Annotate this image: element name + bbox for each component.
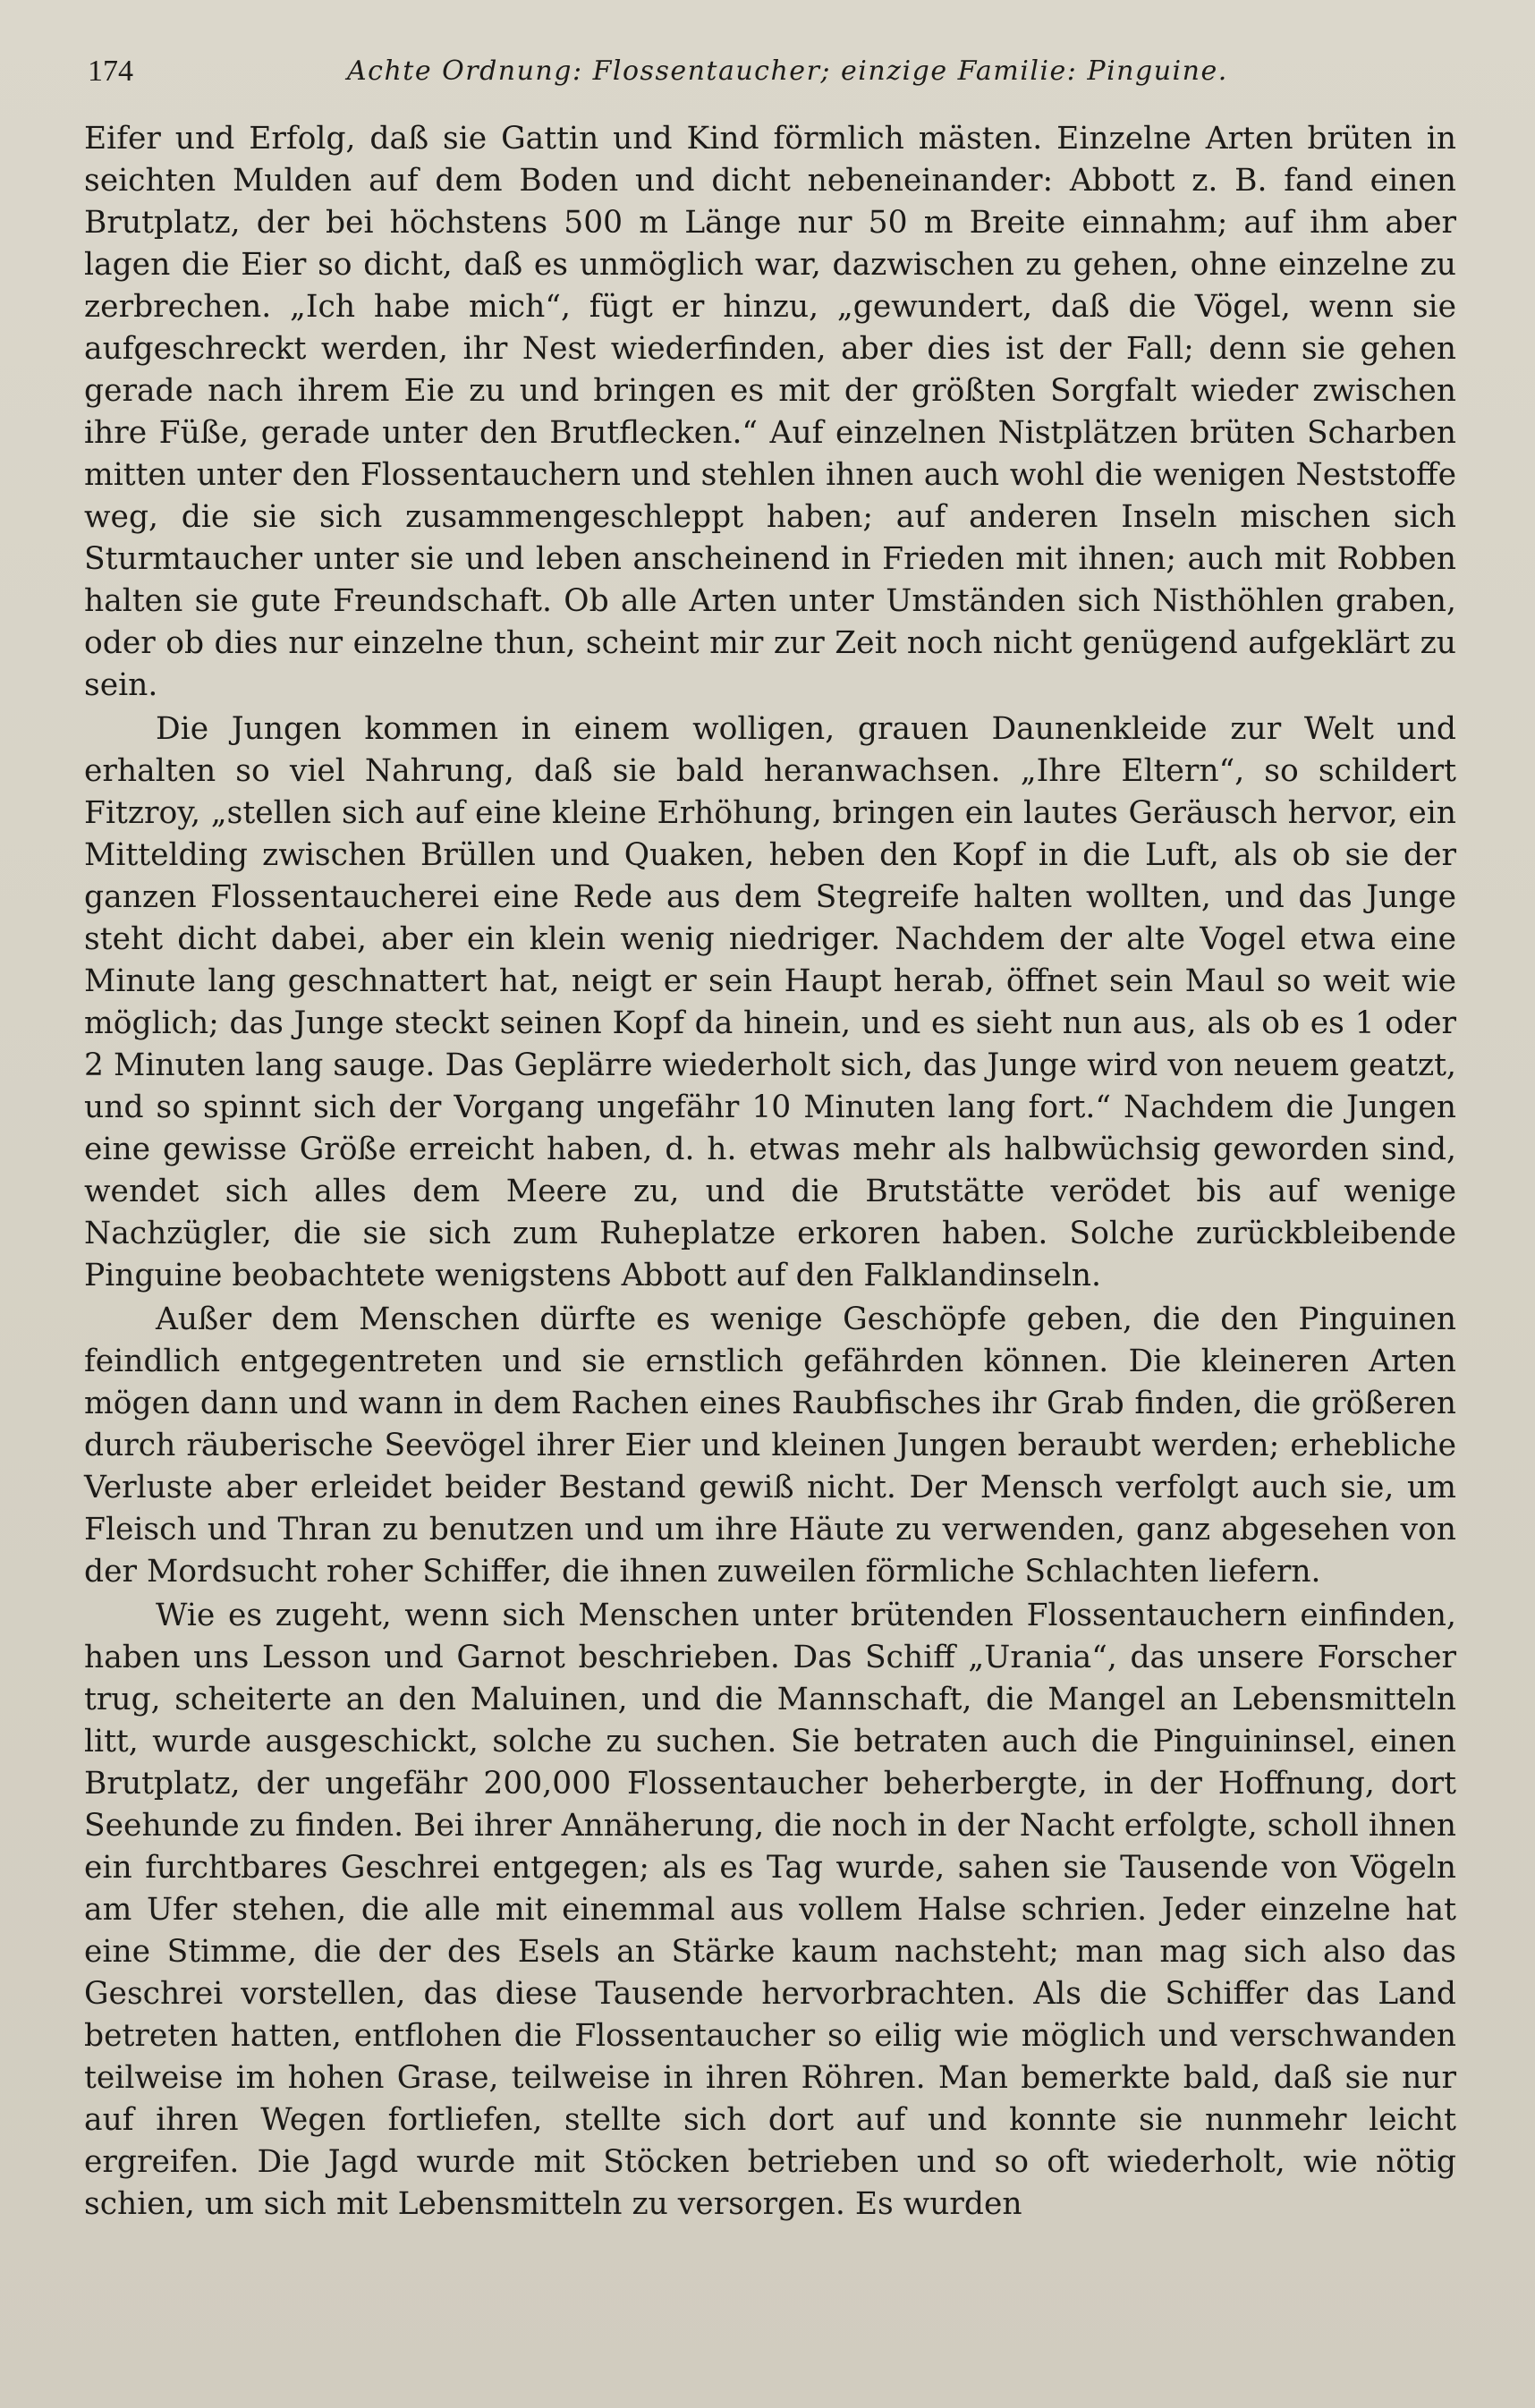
page-header [88, 50, 1447, 93]
paragraph-2: Die Jungen kommen in einem wolligen, grauen Daunenkleide zur Welt und erhalten so viel Nahrung, daß sie bald heranwachsen. „Ihre Eltern“, so schildert Fitzroy, „stellen sich auf eine kleine Erhöhung, bringen ein lautes Geräusch hervor, ein Mittelding zwischen Brüllen und Quaken, heben den Kopf in die Luft, als ob sie der ganzen Flossentaucherei eine Rede aus dem Stegreife halten wollten, und das Junge steht dicht dabei, aber ein klein wenig niedriger. Nachdem der alte Vogel etwa eine Minute lang geschnattert hat, neigt er sein Haupt herab, öffnet sein Maul so weit wie möglich; das Junge steckt seinen Kopf da hinein, und es sieht nun aus, als ob es 1 oder 2 Minuten lang sauge. Das Geplärre wiederholt sich, das Junge wird von neuem geatzt, und so spinnt sich der Vorgang ungefähr 10 Minuten lang fort.“ Nachdem die Jungen eine gewisse Größe erreicht haben, d. h. etwas mehr als halbwüchsig geworden sind, wendet sich alles dem Meere zu, und die Brutstätte verödet bis auf wenige Nachzügler, die sie sich zum Ruheplatze erkoren haben. Solche zurückbleibende Pinguine beobachtete wenigstens Abbott auf den Falklandinseln. [84, 711, 1456, 1293]
running-head: Achte Ordnung: Flossentaucher; einzige Familie: Pinguine. [347, 55, 1228, 87]
page-number: 174 [88, 55, 133, 88]
paragraph-3: Außer dem Menschen dürfte es wenige Geschöpfe geben, die den Pinguinen feindlich entgegentreten und sie ernstlich gefährden können. Die kleineren Arten mögen dann und wann in dem Rachen eines Raubfisches ihr Grab finden, die größeren durch räuberische Seevögel ihrer Eier und kleinen Jungen beraubt werden; erhebliche Verluste aber erleidet beider Bestand gewiß nicht. Der Mensch verfolgt auch sie, um Fleisch und Thran zu benutzen und um ihre Häute zu verwenden, ganz abgesehen von der Mordsucht roher Schiffer, die ihnen zuweilen förmliche Schlachten liefern. [84, 1302, 1456, 1590]
body-text [84, 118, 1456, 2226]
paragraph-4: Wie es zugeht, wenn sich Menschen unter brütenden Flossentauchern einfinden, haben uns Lesson und Garnot beschrieben. Das Schiff „Urania“, das unsere Forscher trug, scheiterte an den Maluinen, und die Mannschaft, die Mangel an Lebensmitteln litt, wurde ausgeschickt, solche zu suchen. Sie betraten auch die Pinguininsel, einen Brutplatz, der ungefähr 200,000 Flossentaucher beherbergte, in der Hoffnung, dort Seehunde zu finden. Bei ihrer Annäherung, die noch in der Nacht erfolgte, scholl ihnen ein furchtbares Geschrei entgegen; als es Tag wurde, sahen sie Tausende von Vögeln am Ufer stehen, die alle mit einemmal aus vollem Halse schrien. Jeder einzelne hat eine Stimme, die der des Esels an Stärke kaum nachsteht; man mag sich also das Geschrei vorstellen, das diese Tausende hervorbrachten. Als die Schiffer das Land betreten hatten, entflohen die Flossentaucher so eilig wie möglich und verschwanden teilweise im hohen Grase, teilweise in ihren Röhren. Man bemerkte bald, daß sie nur auf ihren Wegen fortliefen, stellte sich dort auf und konnte sie nunmehr leicht ergreifen. Die Jagd wurde mit Stöcken betrieben und so oft wiederholt, wie nötig schien, um sich mit Lebensmitteln zu versorgen. Es wurden [84, 1598, 1456, 2222]
paragraph-1: Eifer und Erfolg, daß sie Gattin und Kind förmlich mästen. Einzelne Arten brüten in seichten Mulden auf dem Boden und dicht nebeneinander: Abbott z. B. fand einen Brutplatz, der bei höchstens 500 m Länge nur 50 m Breite einnahm; auf ihm aber lagen die Eier so dicht, daß es unmöglich war, dazwischen zu gehen, ohne einzelne zu zerbrechen. „Ich habe mich“, fügt er hinzu, „gewundert, daß die Vögel, wenn sie aufgeschreckt werden, ihr Nest wiederfinden, aber dies ist der Fall; denn sie gehen gerade nach ihrem Eie zu und bringen es mit der größten Sorgfalt wieder zwischen ihre Füße, gerade unter den Brutflecken.“ Auf einzelnen Nistplätzen brüten Scharben mitten unter den Flossentauchern und stehlen ihnen auch wohl die wenigen Neststoffe weg, die sie sich zusammengeschleppt haben; auf anderen Inseln mischen sich Sturmtaucher unter sie und leben anscheinend in Frieden mit ihnen; auch mit Robben halten sie gute Freundschaft. Ob alle Arten unter Umständen sich Nisthöhlen graben, oder ob dies nur einzelne thun, scheint mir zur Zeit noch nicht genügend aufgeklärt zu sein. [84, 121, 1456, 703]
